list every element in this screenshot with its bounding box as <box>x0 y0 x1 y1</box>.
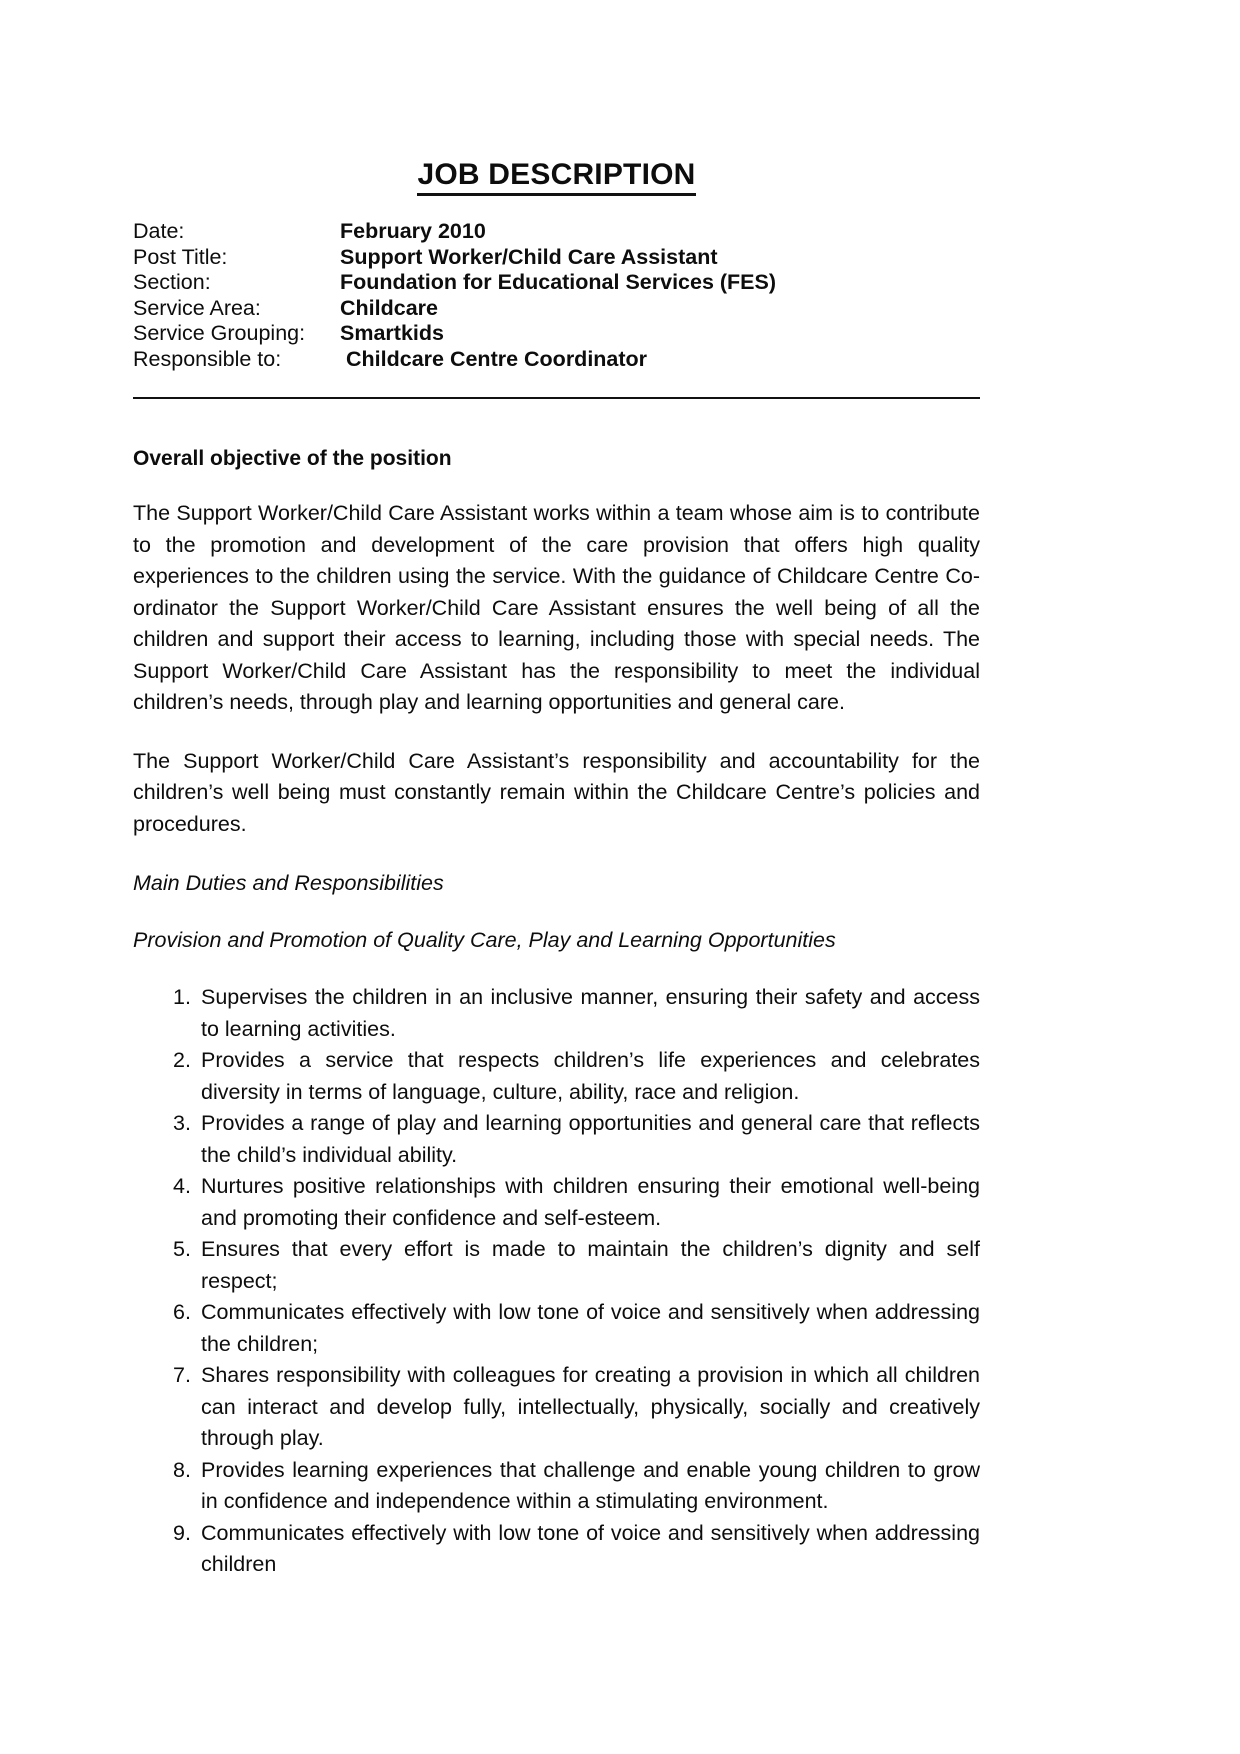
list-item: Provides a service that respects children’s life experiences and celebrates diversity in terms of language, culture, ability, race and religion. <box>201 1048 980 1104</box>
objective-heading: Overall objective of the position <box>133 447 452 470</box>
page-content <box>133 0 980 1581</box>
list-item: Communicates effectively with low tone of voice and sensitively when addressing children <box>201 1520 980 1576</box>
list-item: Provides learning experiences that challenge and enable young children to grow in confidence and independence within a stimulating environment. <box>201 1457 980 1513</box>
objective-paragraph-1: The Support Worker/Child Care Assistant works within a team whose aim is to contribute to the promotion and development of the care provision that offers high quality experiences to the children using the service. With the guidance of Childcare Centre Co-ordinator the Support Worker/Child Care Assistant ensures the well being of all the children and support their access to learning, including those with special needs. The Support Worker/Child Care Assistant has the responsibility to meet the individual children’s needs, through play and learning opportunities and general care. <box>133 501 980 714</box>
meta-row-service-grouping <box>133 321 980 347</box>
meta-row-date <box>133 219 980 245</box>
list-item: Communicates effectively with low tone of voice and sensitively when addressing the children; <box>201 1300 980 1356</box>
job-meta-block <box>133 219 980 372</box>
meta-value-service-grouping: Smartkids <box>340 321 444 345</box>
meta-label-post-title: Post Title: <box>133 244 228 269</box>
page-title-text: JOB DESCRIPTION <box>417 158 695 196</box>
header-divider <box>133 397 980 399</box>
meta-row-post-title <box>133 245 980 271</box>
duties-list <box>133 982 980 1581</box>
list-item: Shares responsibility with colleagues for creating a provision in which all children can interact and develop fully, intellectually, physically, socially and creatively through play. <box>201 1363 980 1450</box>
list-item: Nurtures positive relationships with children ensuring their emotional well-being and promoting their confidence and self-esteem. <box>201 1174 980 1230</box>
meta-label-service-area: Service Area: <box>133 295 261 320</box>
meta-value-date: February 2010 <box>340 219 486 243</box>
meta-row-section <box>133 270 980 296</box>
main-duties-heading: Main Duties and Responsibilities <box>133 871 444 895</box>
meta-value-section: Foundation for Educational Services (FES) <box>340 270 777 294</box>
meta-row-service-area <box>133 296 980 322</box>
meta-value-responsible-to: Childcare Centre Coordinator <box>346 346 648 371</box>
provision-heading: Provision and Promotion of Quality Care, Play and Learning Opportunities <box>133 928 836 952</box>
list-item: Ensures that every effort is made to maintain the children’s dignity and self respect; <box>201 1237 980 1293</box>
meta-value-post-title: Support Worker/Child Care Assistant <box>340 244 718 269</box>
list-item: Supervises the children in an inclusive manner, ensuring their safety and access to learning activities. <box>201 985 980 1041</box>
meta-label-section: Section: <box>133 270 211 294</box>
objective-paragraph-2: The Support Worker/Child Care Assistant’s responsibility and accountability for the children’s well being must constantly remain within the Childcare Centre’s policies and procedures. <box>133 748 980 836</box>
meta-label-responsible-to: Responsible to: <box>133 346 282 371</box>
list-item: Provides a range of play and learning opportunities and general care that reflects the child’s individual ability. <box>201 1111 980 1167</box>
meta-label-date: Date: <box>133 219 185 243</box>
meta-row-responsible-to <box>133 347 980 373</box>
meta-label-service-grouping: Service Grouping: <box>133 321 306 345</box>
meta-value-service-area: Childcare <box>340 295 438 320</box>
page-title <box>133 158 980 191</box>
